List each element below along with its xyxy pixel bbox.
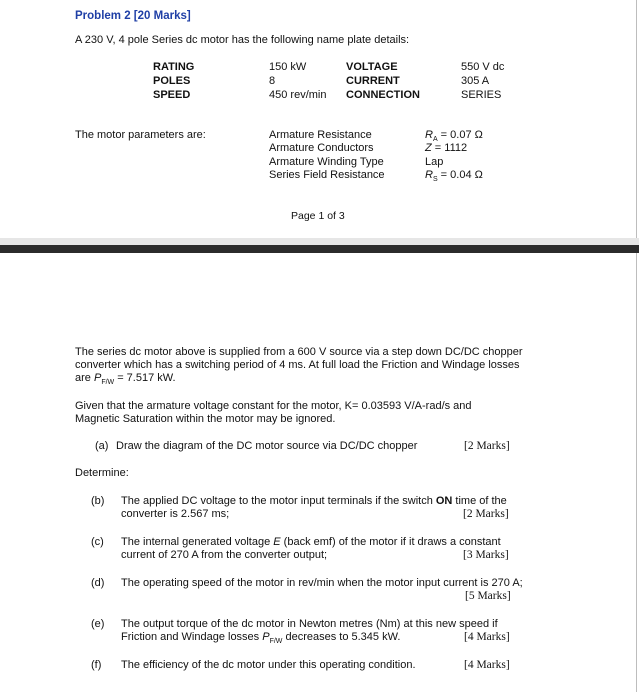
current-value: 305 A [461,75,490,87]
question-d-label: (d) [91,577,105,589]
question-f-label: (f) [91,659,102,671]
question-e-line1: The output torque of the dc motor in Newton metres (Nm) at this new speed if [121,618,498,630]
emphasis: ON [435,495,453,507]
voltage-label: VOLTAGE [346,61,398,73]
param-value: Lap [425,156,444,168]
question-e-label: (e) [91,618,105,630]
question-a-text: Draw the diagram of the DC motor source via DC/DC chopper [116,440,418,452]
page-footer: Page 1 of 3 [291,210,345,222]
param-name: Armature Winding Type [269,156,384,168]
question-c-marks: [3 Marks] [463,549,509,561]
speed-value: 450 rev/min [269,89,327,101]
text-fragment: (back emf) of the motor if it draws a constant [280,536,501,548]
symbol: P [262,631,270,643]
param-value [425,142,467,154]
text-fragment: = 7.517 kW. [114,372,176,384]
param-value [425,169,483,183]
param-subscript: S [432,176,438,184]
param-symbol: Z [425,142,432,154]
voltage-value: 550 V dc [461,61,505,73]
params-intro: The motor parameters are: [75,129,206,141]
param-amount: = 1112 [431,142,468,154]
question-c-line2: current of 270 A from the converter output; [121,549,328,561]
symbol: E [273,536,281,548]
param-amount: = 0.07 Ω [437,129,483,141]
question-f-line1: The efficiency of the dc motor under this operating condition. [121,659,416,671]
rating-label: RATING [153,61,195,73]
text-fragment: decreases to 5.345 kW. [282,631,401,643]
question-a-marks: [2 Marks] [464,440,510,452]
param-name: Series Field Resistance [269,169,385,181]
subscript: F/W [101,379,115,387]
question-b-label: (b) [91,495,105,507]
question-d-line1: The operating speed of the motor in rev/min when the motor input current is 270 A; [121,577,523,589]
connection-value: SERIES [461,89,502,101]
text-line: Given that the armature voltage constant for the motor, K= 0.03593 V/A-rad/s and [75,400,472,412]
text-fragment: are [75,372,94,384]
question-c-label: (c) [91,536,104,548]
subscript: F/W [269,638,283,646]
current-label: CURRENT [346,75,400,87]
param-name: Armature Resistance [269,129,372,141]
text-line: The series dc motor above is supplied from a 600 V source via a step down DC/DC chopper [75,346,523,358]
question-d-marks: [5 Marks] [465,590,511,602]
text-line: converter which has a switching period of 4 ms. At full load the Friction and Windage losses [75,359,520,371]
text-line: Magnetic Saturation within the motor may be ignored. [75,413,336,425]
text-fragment: The internal generated voltage [121,536,274,548]
param-name: Armature Conductors [269,142,374,154]
question-f-marks: [4 Marks] [464,659,510,671]
question-b-line2: converter is 2.567 ms; [121,508,230,520]
page-separator [0,245,639,253]
question-a-label: (a) [95,440,109,452]
connection-label: CONNECTION [346,89,420,101]
poles-label: POLES [153,75,191,87]
param-amount: = 0.04 Ω [437,169,483,181]
page-gap [0,238,639,245]
intro-text: A 230 V, 4 pole Series dc motor has the following name plate details: [75,34,410,46]
text-fragment: Friction and Windage losses [121,631,263,643]
question-e-line2 [121,631,400,645]
text-line [75,372,176,386]
text-fragment: time of the [452,495,507,507]
page-edge [636,0,637,238]
param-symbol: R [425,169,433,181]
speed-label: SPEED [153,89,191,101]
param-symbol: R [425,129,433,141]
question-b-line1 [121,495,507,507]
symbol: P [93,372,102,384]
page-edge [636,253,637,692]
param-subscript: A [432,136,438,144]
question-b-marks: [2 Marks] [463,508,509,520]
poles-value: 8 [269,75,276,87]
question-e-marks: [4 Marks] [464,631,510,643]
problem-title: Problem 2 [20 Marks] [75,10,191,22]
text-fragment: The applied DC voltage to the motor input terminals if the switch [121,495,436,507]
rating-value: 150 kW [269,61,307,73]
determine-heading: Determine: [75,467,129,479]
question-c-line1 [121,536,501,548]
